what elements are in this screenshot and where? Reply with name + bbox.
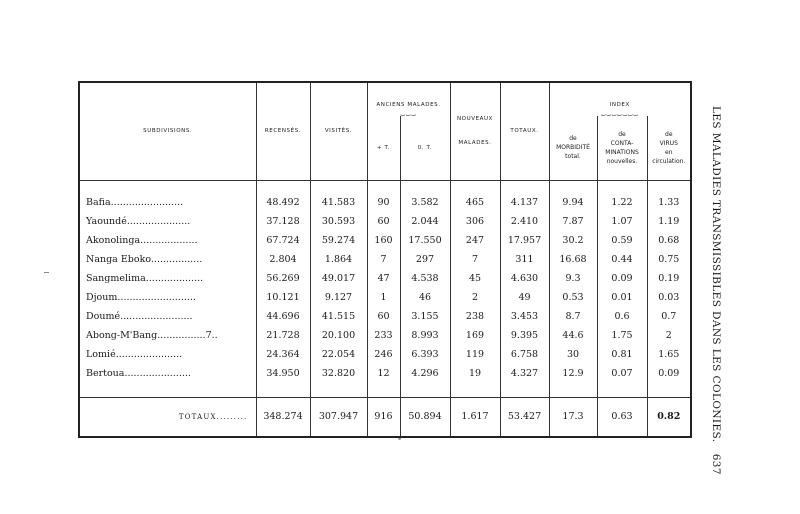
cell-recenses: 56.269 — [256, 269, 310, 288]
cell-totaux: 311 — [500, 250, 549, 269]
cell-nouveaux: 45 — [450, 269, 500, 288]
cell-morbidite: 9.94 — [549, 193, 597, 212]
totals-row — [79, 397, 691, 437]
cell-recenses: 37.128 — [256, 212, 310, 231]
leader-dots: .......................... — [117, 292, 196, 303]
cell-nouveaux: 465 — [450, 193, 500, 212]
cell-morbidite: 16.68 — [549, 250, 597, 269]
running-head — [708, 106, 722, 475]
col-header-subdivisions: SUBDIVISIONS. — [79, 82, 256, 180]
cell-zero-t: 3.582 — [400, 193, 450, 212]
cell-nouveaux: 238 — [450, 307, 500, 326]
cell-totaux: 4.137 — [500, 193, 549, 212]
virus-de: de — [665, 130, 673, 138]
cell-contaminations: 0.6 — [597, 307, 647, 326]
table-row — [79, 231, 691, 250]
table-row — [79, 212, 691, 231]
spacer-row — [79, 383, 691, 397]
cell-morbidite: 9.3 — [549, 269, 597, 288]
cell-recenses: 67.724 — [256, 231, 310, 250]
cell-recenses: 21.728 — [256, 326, 310, 345]
cell-visites: 9.127 — [310, 288, 367, 307]
page-number: 637 — [710, 453, 722, 475]
cell-plus-t: 246 — [367, 345, 400, 364]
scan-artifact — [44, 272, 49, 273]
subdivision-name — [79, 269, 256, 288]
morbidite-total: total. — [565, 153, 581, 161]
subdivision-label: Nanga Eboko — [86, 254, 151, 265]
subdivision-label: Yaoundé — [86, 216, 127, 227]
table-row — [79, 269, 691, 288]
running-head-text — [710, 106, 722, 475]
cell-contaminations: 0.09 — [597, 269, 647, 288]
cell-plus-t: 7 — [367, 250, 400, 269]
malades-label: MALADES. — [458, 140, 492, 147]
running-head-title: LES MALADIES TRANSMISSIBLES DANS LES COLONIES. — [710, 106, 722, 443]
subdivision-name — [79, 231, 256, 250]
cell-plus-t: 60 — [367, 307, 400, 326]
cell-contaminations: 0.81 — [597, 345, 647, 364]
cell-zero-t: 4.296 — [400, 364, 450, 383]
cell-recenses: 24.364 — [256, 345, 310, 364]
cell-recenses: 48.492 — [256, 193, 310, 212]
cell-plus-t: 160 — [367, 231, 400, 250]
cell-virus: 0.7 — [647, 307, 691, 326]
cell-visites: 20.100 — [310, 326, 367, 345]
cell-zero-t: 17.550 — [400, 231, 450, 250]
totals-plus-t: 916 — [367, 397, 400, 437]
subdivision-label: Djoum — [86, 292, 118, 303]
cell-visites: 41.583 — [310, 193, 367, 212]
table-row — [79, 250, 691, 269]
totals-morbidite: 17.3 — [549, 397, 597, 437]
totals-visites: 307.947 — [310, 397, 367, 437]
subdivision-name — [79, 212, 256, 231]
cell-virus: 0.19 — [647, 269, 691, 288]
cell-contaminations: 0.01 — [597, 288, 647, 307]
cell-morbidite: 8.7 — [549, 307, 597, 326]
subdivision-label: Bertoua — [86, 368, 125, 379]
table-row — [79, 326, 691, 345]
cell-visites: 22.054 — [310, 345, 367, 364]
virus-word: VIRUS — [659, 139, 678, 147]
cell-zero-t: 3.155 — [400, 307, 450, 326]
cell-plus-t: 12 — [367, 364, 400, 383]
col-header-visites: VISITÉS. — [310, 82, 367, 180]
table-row — [79, 345, 691, 364]
subdivision-name — [79, 345, 256, 364]
cell-morbidite: 44.6 — [549, 326, 597, 345]
cell-zero-t: 8.993 — [400, 326, 450, 345]
cell-totaux: 6.758 — [500, 345, 549, 364]
subdivision-label: Bafia — [86, 197, 111, 208]
spacer-row — [79, 180, 691, 193]
cell-recenses: 2.804 — [256, 250, 310, 269]
morbidite-word: MORBIDITÉ — [556, 144, 590, 152]
col-header-morbidite — [549, 116, 597, 180]
cell-contaminations: 1.75 — [597, 326, 647, 345]
cell-plus-t: 47 — [367, 269, 400, 288]
brace-index: ⏟⏟⏟⏟⏟⏟⏟ — [600, 107, 639, 116]
subdivision-name — [79, 364, 256, 383]
cell-visites: 49.017 — [310, 269, 367, 288]
cell-zero-t: 2.044 — [400, 212, 450, 231]
cell-virus: 0.68 — [647, 231, 691, 250]
cell-zero-t: 4.538 — [400, 269, 450, 288]
cell-virus: 2 — [647, 326, 691, 345]
virus-circulation: circulation. — [652, 157, 686, 165]
contaminations-de: de — [618, 130, 626, 138]
leader-dots: ................7.. — [157, 330, 218, 341]
cell-totaux: 3.453 — [500, 307, 549, 326]
col-header-anciens-malades — [367, 82, 450, 116]
table-row — [79, 193, 691, 212]
cell-recenses: 34.950 — [256, 364, 310, 383]
nouveaux-label: NOUVEAUX — [456, 116, 494, 123]
subdivision-name — [79, 288, 256, 307]
subdivision-label: Doumé — [86, 311, 121, 322]
cell-totaux: 17.957 — [500, 231, 549, 250]
cell-totaux: 4.630 — [500, 269, 549, 288]
cell-visites: 30.593 — [310, 212, 367, 231]
statistics-table — [78, 81, 692, 438]
leader-dots: ................... — [145, 273, 204, 284]
cell-zero-t: 6.393 — [400, 345, 450, 364]
table-row — [79, 307, 691, 326]
cell-nouveaux: 247 — [450, 231, 500, 250]
contaminations-nouvelles: nouvelles. — [606, 157, 638, 165]
leader-dots: ................... — [140, 235, 198, 246]
cell-plus-t: 60 — [367, 212, 400, 231]
cell-contaminations: 0.07 — [597, 364, 647, 383]
cell-visites: 1.864 — [310, 250, 367, 269]
anciens-malades-label: ANCIENS MALADES. — [376, 102, 441, 108]
cell-nouveaux: 169 — [450, 326, 500, 345]
cell-virus: 1.19 — [647, 212, 691, 231]
cell-virus: 1.33 — [647, 193, 691, 212]
cell-contaminations: 1.07 — [597, 212, 647, 231]
table-row — [79, 288, 691, 307]
cell-zero-t: 46 — [400, 288, 450, 307]
subdivision-label: Akonolinga — [86, 235, 141, 246]
cell-totaux: 49 — [500, 288, 549, 307]
cell-morbidite: 7.87 — [549, 212, 597, 231]
virus-en: en — [665, 148, 673, 156]
cell-recenses: 44.696 — [256, 307, 310, 326]
leader-dots: ........................ — [120, 311, 193, 322]
cell-plus-t: 90 — [367, 193, 400, 212]
cell-contaminations: 0.44 — [597, 250, 647, 269]
col-header-plus-t: + T. — [367, 116, 400, 180]
cell-recenses: 10.121 — [256, 288, 310, 307]
cell-nouveaux: 7 — [450, 250, 500, 269]
cell-contaminations: 0.59 — [597, 231, 647, 250]
cell-totaux: 2.410 — [500, 212, 549, 231]
subdivision-label: Sangmelima — [86, 273, 146, 284]
cell-totaux: 4.327 — [500, 364, 549, 383]
subdivision-name — [79, 250, 256, 269]
totals-recenses: 348.274 — [256, 397, 310, 437]
leader-dots: ...................... — [115, 349, 183, 360]
contaminations-word-1: CONTA- — [610, 139, 634, 147]
index-label: INDEX — [609, 102, 630, 108]
contaminations-word-2: MINATIONS — [605, 148, 639, 156]
cell-virus: 1.65 — [647, 345, 691, 364]
cell-morbidite: 30.2 — [549, 231, 597, 250]
subdivision-name — [79, 193, 256, 212]
totals-virus: 0.82 — [647, 397, 691, 437]
col-header-contaminations — [597, 116, 647, 180]
cell-virus: 0.75 — [647, 250, 691, 269]
cell-morbidite: 30 — [549, 345, 597, 364]
cell-morbidite: 0.53 — [549, 288, 597, 307]
cell-visites: 32.820 — [310, 364, 367, 383]
col-header-nouveaux-malades — [450, 82, 500, 180]
totals-zero-t: 50.894 — [400, 397, 450, 437]
cell-zero-t: 297 — [400, 250, 450, 269]
cell-nouveaux: 119 — [450, 345, 500, 364]
cell-visites: 41.515 — [310, 307, 367, 326]
leader-dots: ...................... — [124, 368, 191, 379]
cell-totaux: 9.395 — [500, 326, 549, 345]
totals-label: TOTAUX......... — [79, 397, 256, 437]
col-header-index — [549, 82, 691, 116]
col-header-zero-t: 0. T. — [400, 116, 450, 180]
totals-nouveaux: 1.617 — [450, 397, 500, 437]
cell-morbidite: 12.9 — [549, 364, 597, 383]
table-row — [79, 364, 691, 383]
subdivision-label: Lomié — [86, 349, 116, 360]
cell-plus-t: 233 — [367, 326, 400, 345]
subdivision-name — [79, 326, 256, 345]
cell-virus: 0.03 — [647, 288, 691, 307]
subdivision-label: Abong-M'Bang — [86, 330, 158, 341]
totals-totaux: 53.427 — [500, 397, 549, 437]
brace-anciens-malades: ⏟⏟⏟ — [400, 107, 417, 116]
cell-contaminations: 1.22 — [597, 193, 647, 212]
cell-nouveaux: 19 — [450, 364, 500, 383]
leader-dots: ........................ — [110, 197, 184, 208]
cell-plus-t: 1 — [367, 288, 400, 307]
morbidite-de: de — [569, 135, 577, 143]
col-header-virus — [647, 116, 691, 180]
totals-contaminations: 0.63 — [597, 397, 647, 437]
cell-nouveaux: 2 — [450, 288, 500, 307]
cell-visites: 59.274 — [310, 231, 367, 250]
subdivision-name — [79, 307, 256, 326]
cell-virus: 0.09 — [647, 364, 691, 383]
col-header-recenses: RECENSÉS. — [256, 82, 310, 180]
leader-dots: ..................... — [126, 216, 191, 227]
cell-nouveaux: 306 — [450, 212, 500, 231]
col-header-totaux: TOTAUX. — [500, 82, 549, 180]
leader-dots: ................. — [150, 254, 203, 265]
